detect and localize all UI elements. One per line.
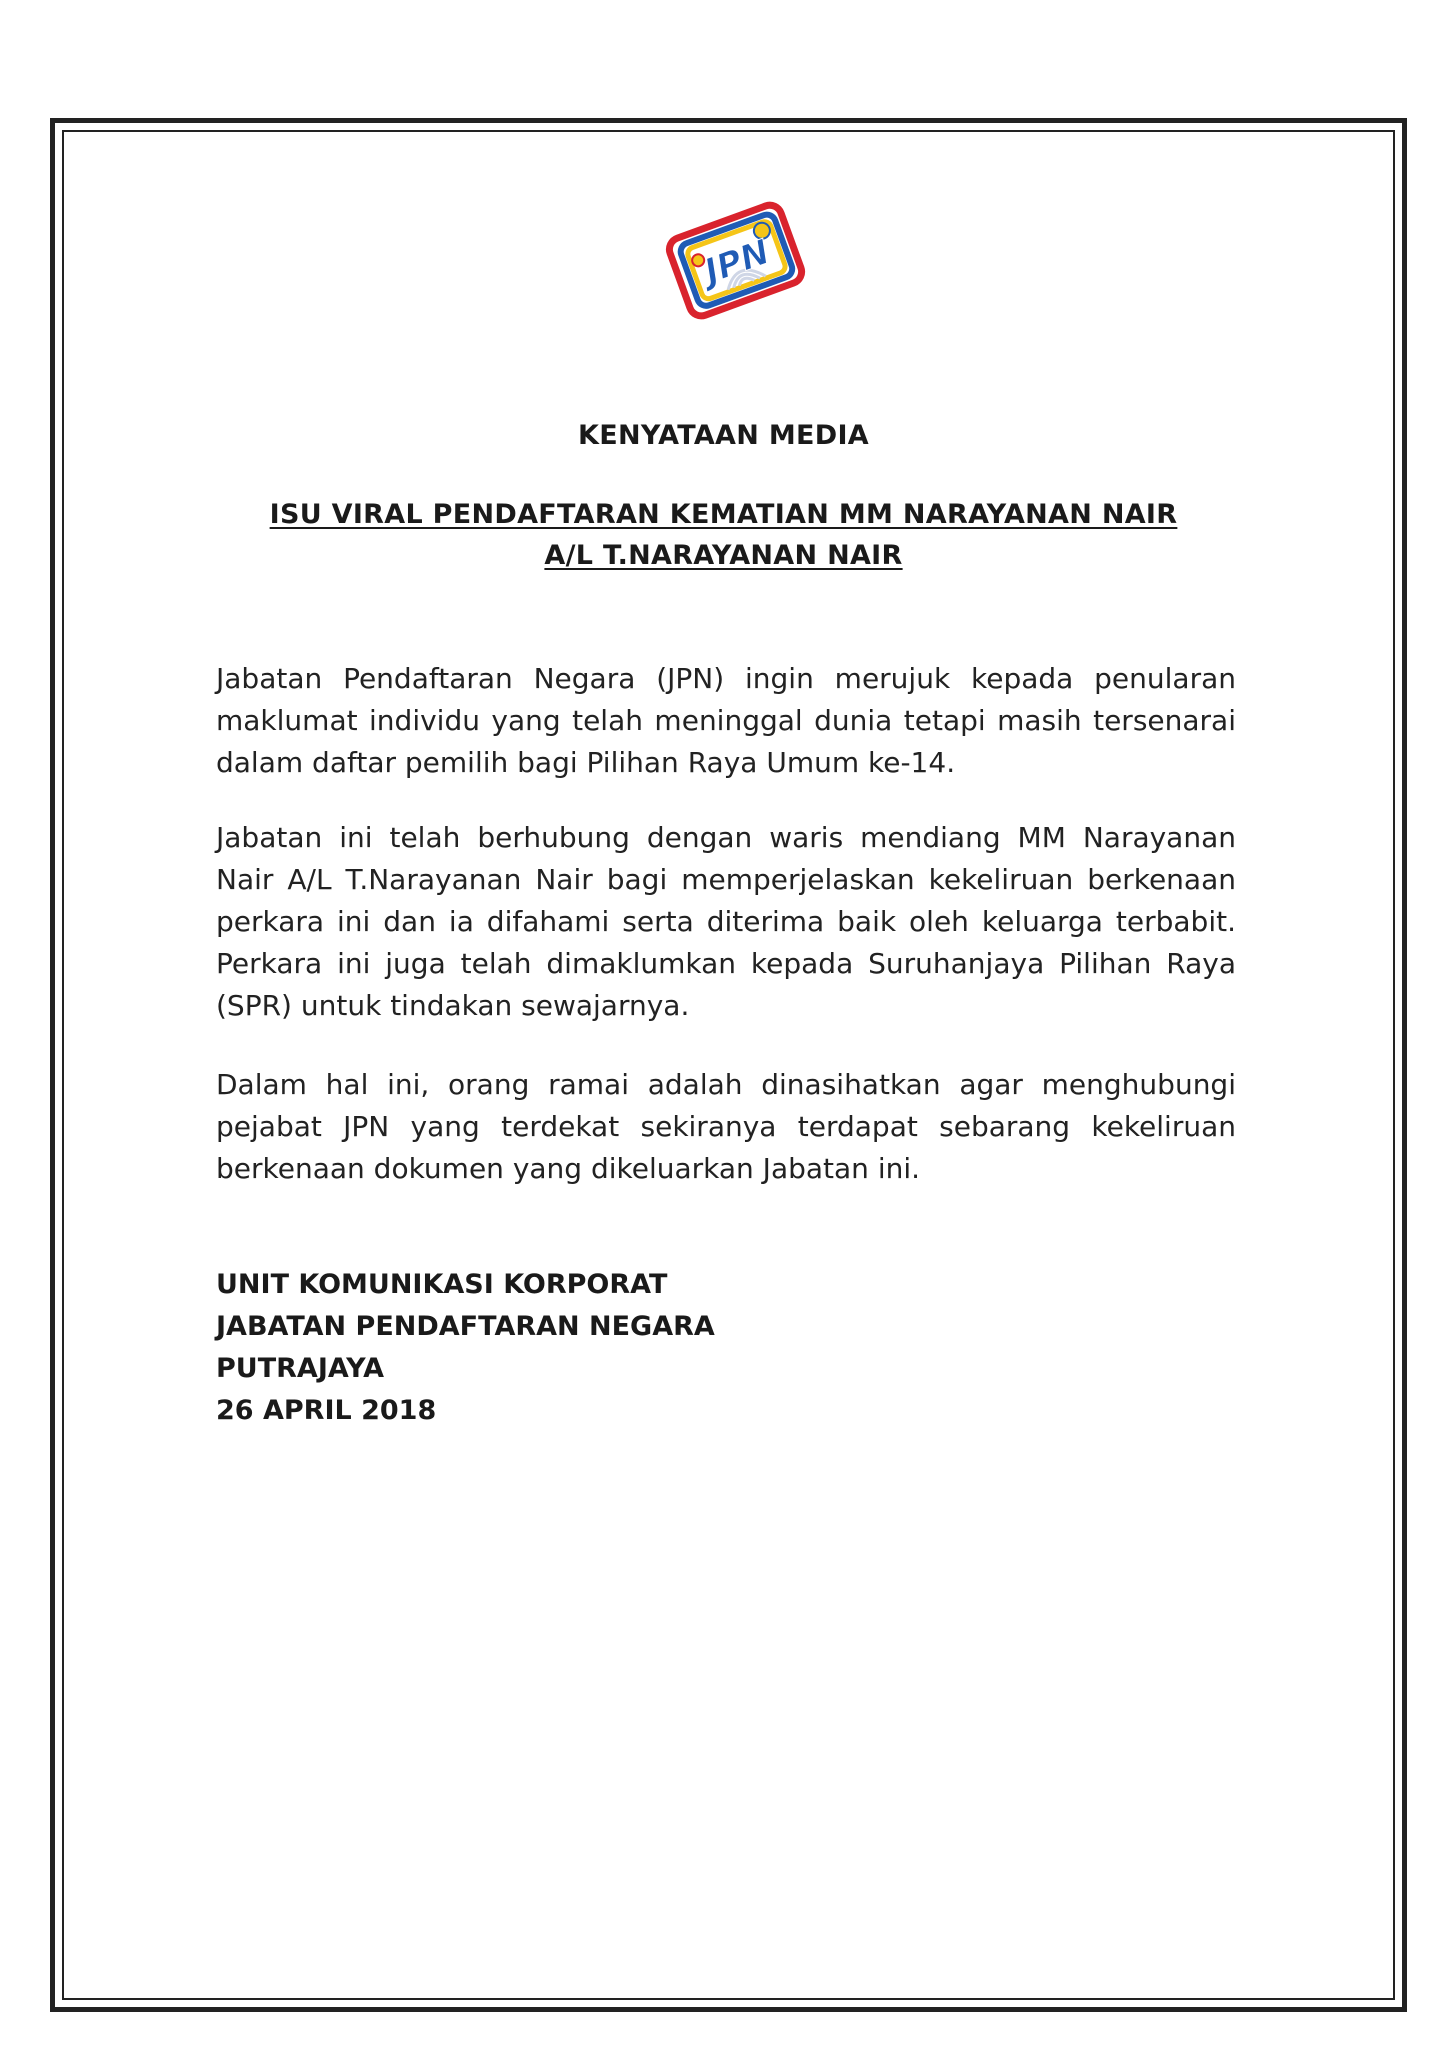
page-title: KENYATAAN MEDIA (577, 420, 869, 451)
logo-text: JPN (699, 232, 775, 293)
subtitle-line-2: A/L T.NARAYANAN NAIR (544, 540, 903, 571)
signature-unit: UNIT KOMUNIKASI KORPORAT (216, 1269, 668, 1300)
paragraph-1: Jabatan Pendaftaran Negara (JPN) ingin merujuk kepada penularan maklumat individu yang telah meninggal dunia tetapi masih tersenarai dalam daftar pemilih bagi Pilihan Raya Umum ke-14. (216, 662, 1236, 779)
signature-date: 26 APRIL 2018 (216, 1395, 437, 1426)
signature-location: PUTRAJAYA (216, 1353, 385, 1384)
paragraph-2: Jabatan ini telah berhubung dengan waris mendiang MM Narayanan Nair A/L T.Narayanan Nair bagi memperjelaskan kekeliruan berkenaan perkara ini dan ia difahami serta diterima baik oleh keluarga terbabit. Perkara ini juga telah dimaklumkan kepada Suruhanjaya Pilihan Raya (SPR) untuk tindakan sewajarnya. (216, 821, 1236, 1022)
signature-department: JABATAN PENDAFTARAN NEGARA (216, 1311, 715, 1342)
jpn-logo-icon (650, 190, 820, 340)
subtitle-line-1: ISU VIRAL PENDAFTARAN KEMATIAN MM NARAYANAN NAIR (269, 499, 1178, 530)
jpn-logo (650, 190, 820, 340)
paragraph-3: Dalam hal ini, orang ramai adalah dinasihatkan agar menghubungi pejabat JPN yang terdekat sekiranya terdapat sebarang kekeliruan berkenaan dokumen yang dikeluarkan Jabatan ini. (216, 1068, 1236, 1185)
